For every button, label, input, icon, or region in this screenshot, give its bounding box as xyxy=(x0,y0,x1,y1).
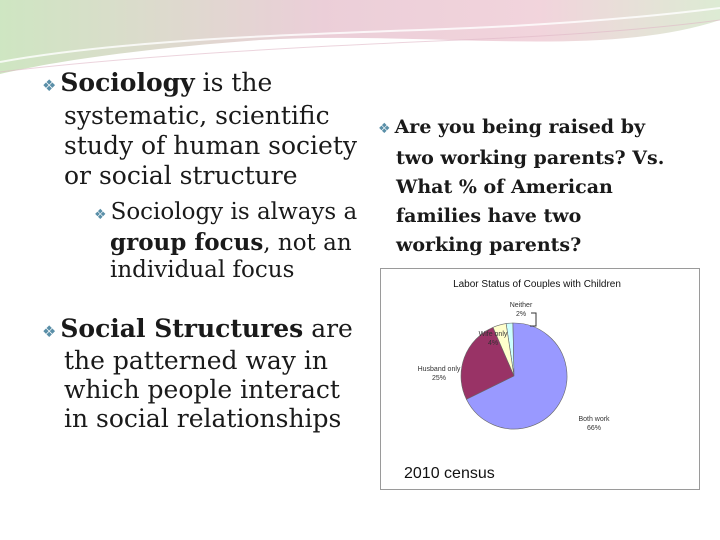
sociology-definition: ❖ Sociology is the systematic, scientific study of human society or social structure xyxy=(42,68,358,190)
pie-label: Husband only xyxy=(417,366,461,373)
bullet-icon: ❖ xyxy=(42,322,57,341)
pie-value-label: 2% xyxy=(515,311,527,318)
pie-label: Wife only xyxy=(478,331,508,338)
question-text: ❖ Are you being raised by two working parents? Vs. What % of American families have two working parents? xyxy=(378,116,665,256)
pie-value-label: 25% xyxy=(431,375,447,382)
bullet-icon: ❖ xyxy=(94,207,107,223)
pie-value-label: 66% xyxy=(586,425,602,432)
leader-line xyxy=(530,313,536,326)
group-focus-subpoint: ❖ Sociology is always a group focus, not an individual focus xyxy=(94,199,358,283)
bullet-icon: ❖ xyxy=(42,76,57,95)
pie-label: Both work xyxy=(578,416,610,423)
bullet-icon: ❖ xyxy=(378,121,391,137)
pie-chart xyxy=(381,269,699,489)
pie-chart-panel xyxy=(380,268,700,490)
pie-label: Neither xyxy=(509,302,533,309)
social-structures-definition: ❖ Social Structures are the patterned way in which people interact in social relationships xyxy=(42,314,353,433)
chart-caption: 2010 census xyxy=(404,465,495,482)
left-column xyxy=(42,68,362,433)
pie-value-label: 4% xyxy=(487,340,499,347)
chart-title: Labor Status of Couples with Children xyxy=(453,279,621,290)
